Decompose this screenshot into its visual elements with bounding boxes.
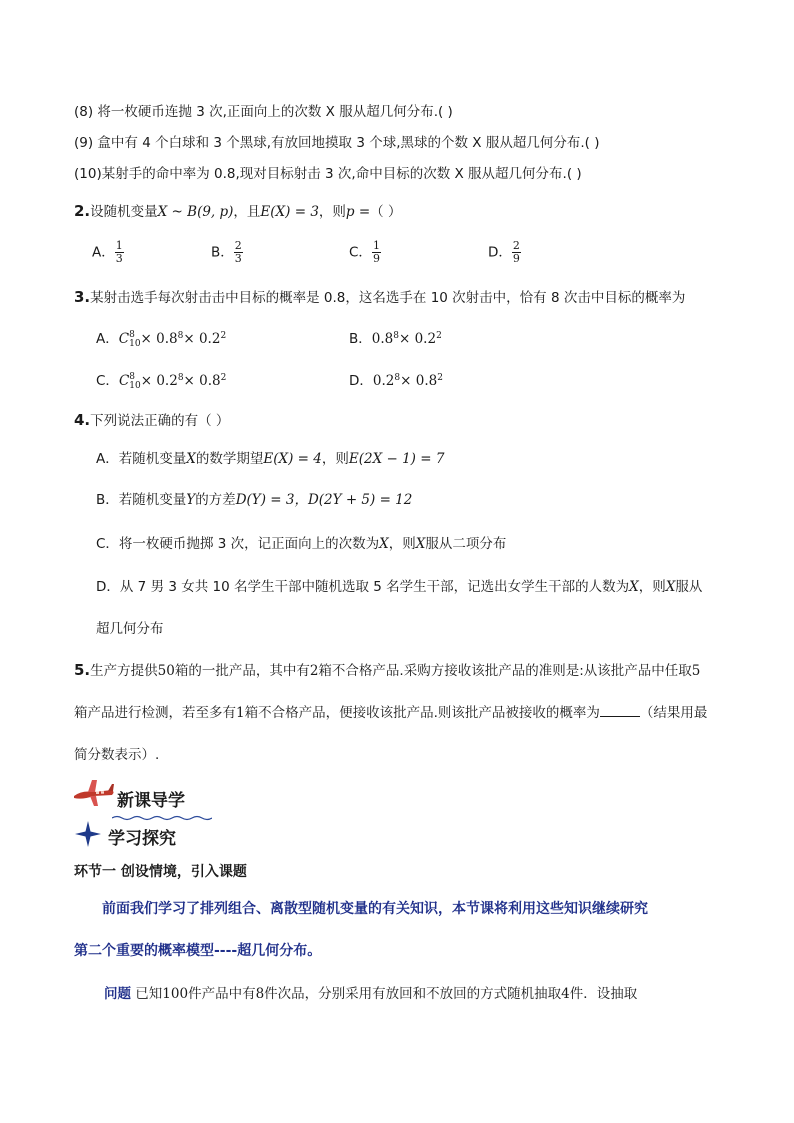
intro-paragraph-line1: 前面我们学习了排列组合、离散型随机变量的有关知识，本节课将利用这些知识继续研究	[102, 901, 648, 917]
question-3: 3.某射击选手每次射击击中目标的概率是 0.8，这名选手在 10 次射击中，恰有 8 次击中目标的概率为	[74, 288, 686, 306]
q4-option-d: D．从 7 男 3 女共 10 名学生干部中随机选取 5 名学生干部，记选出女学生干部的人数为X，则X服从	[96, 579, 703, 595]
question-2: 2.设随机变量X ~ B(9, p)，且E(X) = 3，则p =（ ）	[74, 202, 402, 220]
q4-option-b: B．若随机变量Y的方差D(Y) = 3，D(2Y + 5) = 12	[96, 492, 413, 508]
wavy-underline	[112, 806, 212, 812]
q4-option-c: C．将一枚硬币抛掷 3 次，记正面向上的次数为X，则X服从二项分布	[96, 536, 507, 552]
item-10: (10)某射手的命中率为 0.8,现对目标射击 3 次,命中目标的次数 X 服从超几何分布.( )	[74, 166, 582, 182]
q4-option-a: A．若随机变量X的数学期望E(X) = 4，则E(2X − 1) = 7	[96, 451, 445, 467]
intro-paragraph-line2: 第二个重要的概率模型----超几何分布。	[74, 943, 322, 959]
question-4: 4.下列说法正确的有（ ）	[74, 411, 230, 429]
answer-blank[interactable]	[600, 704, 640, 717]
q2-option-d: D． $\frac{2}{9}$	[488, 239, 520, 265]
q3-option-d: D．$0.2^8\times 0.8^2$	[349, 373, 443, 389]
star-icon	[74, 820, 102, 848]
problem-statement: 问题 已知100件产品中有8件次品，分别采用有放回和不放回的方式随机抽取4件．设抽取	[104, 986, 638, 1002]
question-5-line3: 简分数表示）.	[74, 747, 160, 763]
step-heading: 环节一 创设情境，引入课题	[74, 864, 247, 880]
question-5-line2: 箱产品进行检测，若至多有1箱不合格产品，便接收该批产品.则该批产品被接收的概率为 （结果用最	[74, 705, 708, 721]
q4-option-d-continued: 超几何分布	[96, 621, 164, 637]
airplane-icon	[72, 776, 116, 808]
item-9: (9) 盒中有 4 个白球和 3 个黑球,有放回地摸取 3 个球,黑球的个数 X 服从超几何分布.( )	[74, 135, 600, 151]
q2-option-b: B． $\frac{2}{3}$	[211, 239, 242, 265]
question-5-line1: 5.生产方提供50箱的一批产品，其中有2箱不合格产品.采购方接收该批产品的准则是:从该批产品中任取5	[74, 661, 701, 679]
q3-option-c: C．C 8 10 × $0.2^8\times 0.8^2$	[96, 371, 227, 391]
q3-option-b: B．$0.8^8\times 0.2^2$	[349, 331, 442, 347]
q3-option-a: A．C 8 10 × $0.8^8\times 0.2^2$	[96, 329, 227, 349]
q2-option-c: C． $\frac{1}{9}$	[349, 239, 380, 265]
item-8: (8) 将一枚硬币连抛 3 次,正面向上的次数 X 服从超几何分布.( )	[74, 104, 453, 120]
q2-option-a: A． $\frac{1}{3}$	[92, 239, 123, 265]
section-title: 新课导学	[117, 791, 185, 811]
subsection-title: 学习探究	[108, 829, 176, 849]
